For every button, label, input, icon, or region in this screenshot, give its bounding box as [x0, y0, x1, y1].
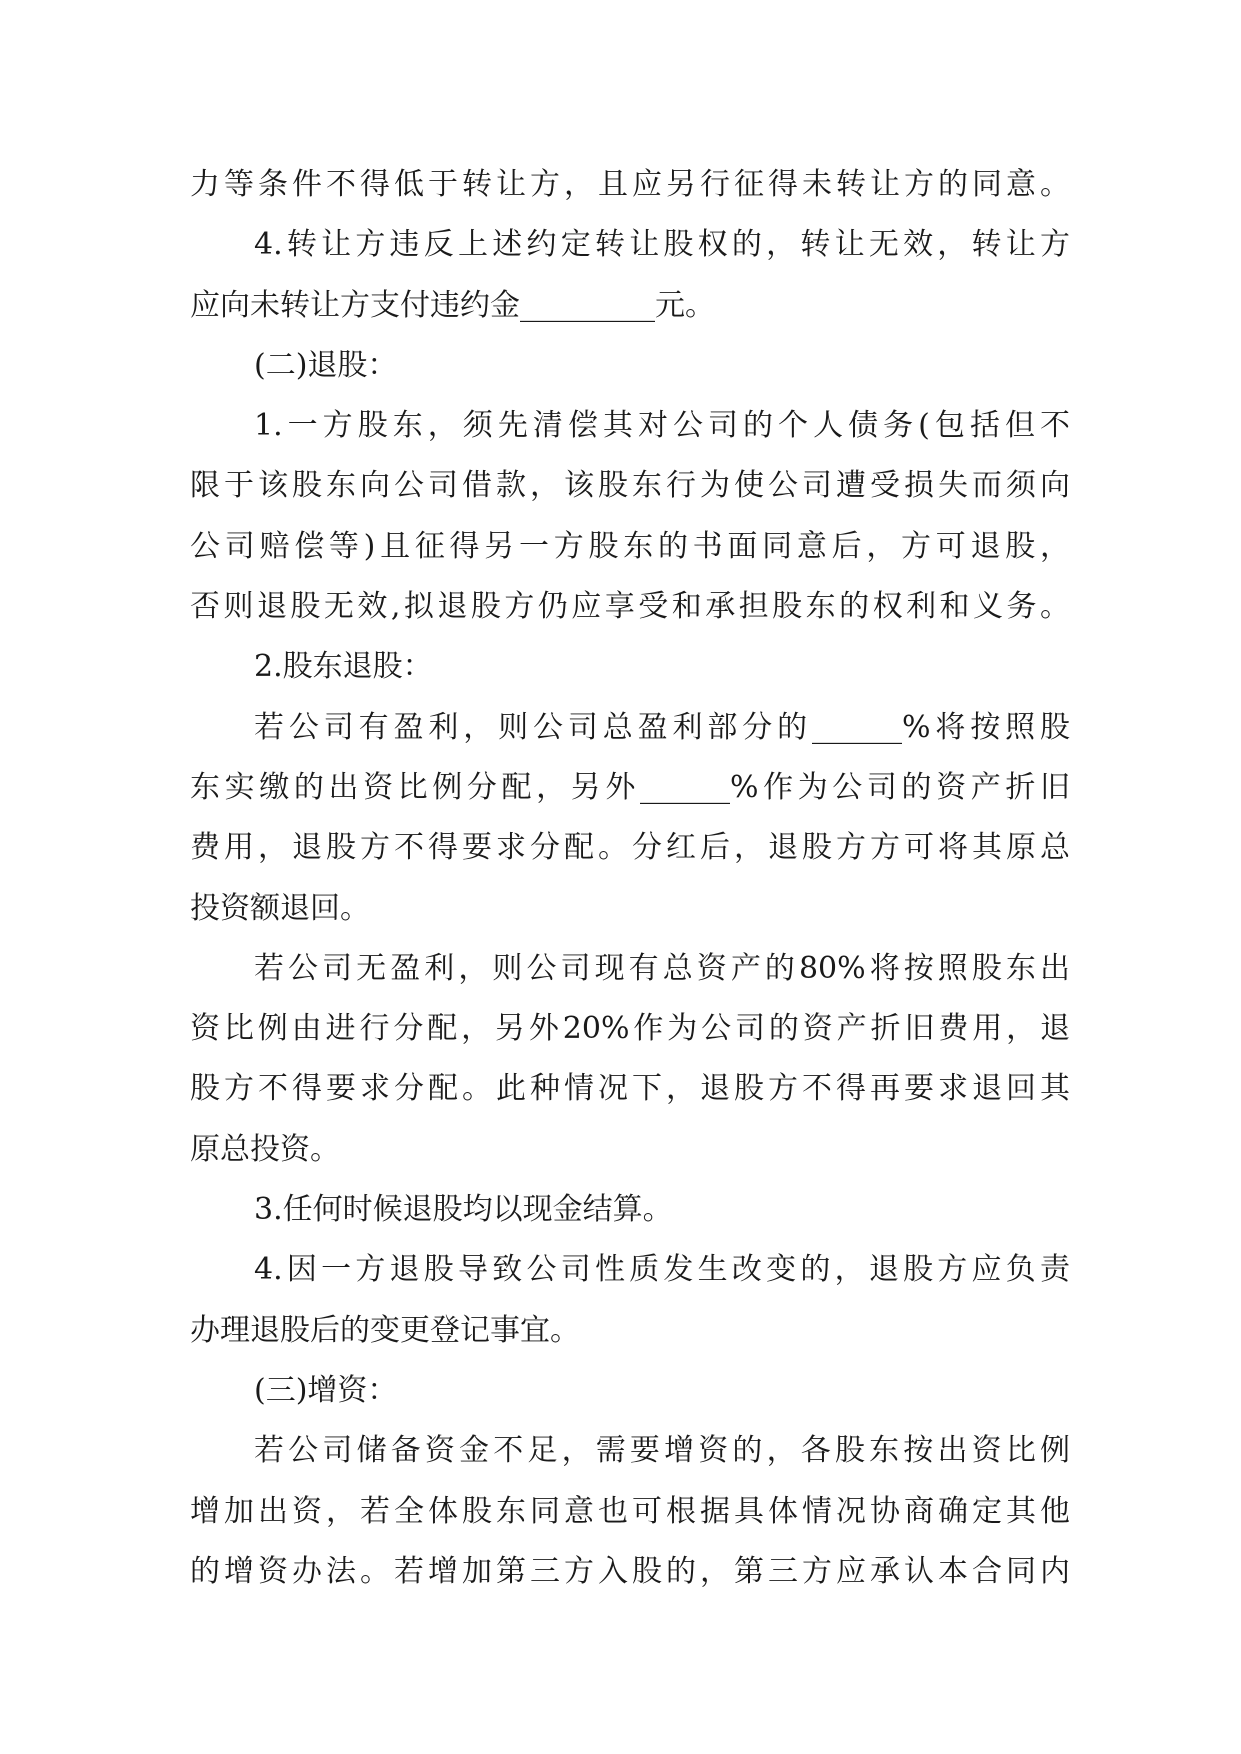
contract-text-body: [190, 155, 1070, 1602]
text-line: 若公司无盈利，则公司现有总资产的80%将按照股东出: [254, 950, 1070, 986]
text-line: 限于该股东向公司借款，该股东行为使公司遭受损失而须向: [190, 468, 1070, 504]
text-line: 的增资办法。若增加第三方入股的，第三方应承认本合同内: [190, 1553, 1070, 1589]
text-line: 费用，退股方不得要求分配。分红后，退股方方可将其原总: [190, 830, 1070, 866]
text-line: 若公司有盈利，则公司总盈利部分的______%将按照股: [254, 709, 1070, 745]
text-line: 资比例由进行分配，另外20%作为公司的资产折旧费用，退: [190, 1011, 1070, 1047]
text-line: 股方不得要求分配。此种情况下，退股方不得再要求退回其: [190, 1071, 1070, 1107]
text-line: 投资额退回。: [190, 890, 370, 926]
text-line: 应向未转让方支付违约金_________元。: [190, 287, 715, 323]
text-line: 2.股东退股：: [254, 649, 433, 685]
text-line: (二)退股：: [254, 347, 398, 383]
text-line: 4.转让方违反上述约定转让股权的，转让无效，转让方: [254, 227, 1070, 263]
text-line: 力等条件不得低于转让方，且应另行征得未转让方的同意。: [190, 167, 1070, 202]
text-line: 办理退股后的变更登记事宜。: [190, 1312, 580, 1348]
text-line: 3.任何时候退股均以现金结算。: [254, 1192, 673, 1228]
text-line: 若公司储备资金不足，需要增资的，各股东按出资比例: [254, 1433, 1070, 1469]
text-line: 4.因一方退股导致公司性质发生改变的，退股方应负责: [254, 1252, 1070, 1288]
text-line: 公司赔偿等)且征得另一方股东的书面同意后，方可退股，: [190, 528, 1070, 564]
text-line: 1.一方股东，须先清偿其对公司的个人债务(包括但不: [254, 408, 1070, 444]
text-line: 否则退股无效,拟退股方仍应享受和承担股东的权利和义务。: [190, 589, 1070, 625]
text-line: 增加出资，若全体股东同意也可根据具体情况协商确定其他: [190, 1493, 1070, 1529]
text-line: (三)增资：: [254, 1372, 398, 1408]
text-line: 东实缴的出资比例分配，另外______%作为公司的资产折旧: [190, 769, 1070, 805]
text-line: 原总投资。: [190, 1131, 340, 1167]
